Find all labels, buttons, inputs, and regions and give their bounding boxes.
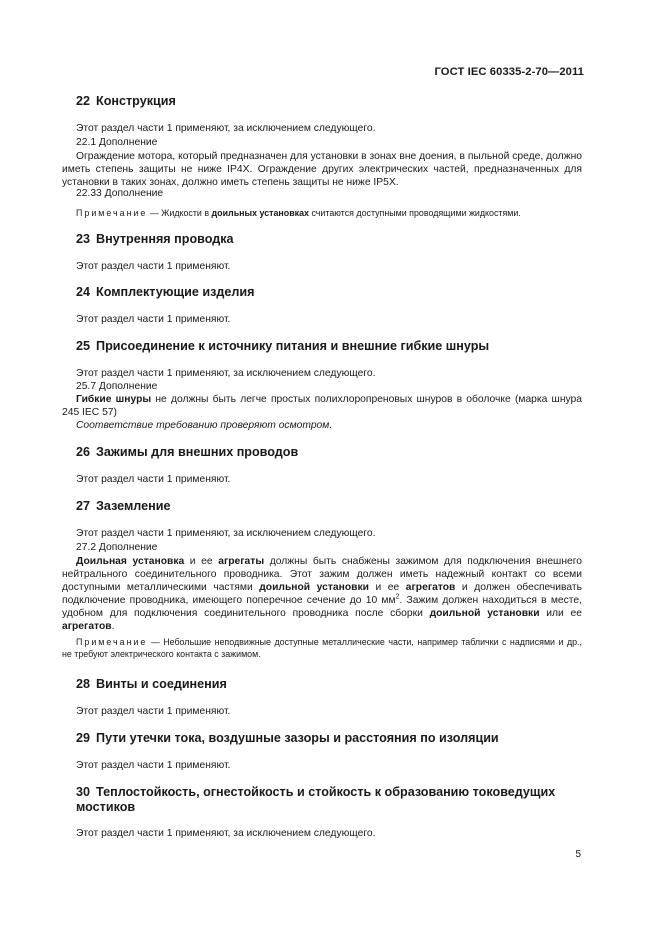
superscript: 2 xyxy=(395,593,400,601)
section-title: Винты и соединения xyxy=(96,677,227,691)
paragraph: Этот раздел части 1 применяют. xyxy=(76,760,231,771)
section-title: Заземление xyxy=(96,499,171,513)
section-title: Теплостойкость, огнестойкость и стойкость к образованию токоведущих мостиков xyxy=(76,785,556,814)
paragraph-text: . Зажим должен находиться в месте, удобном для подключения соединительного проводника после сборки xyxy=(62,595,582,619)
section-23-heading xyxy=(76,232,596,247)
section-title: Конструкция xyxy=(96,94,176,108)
paragraph: Этот раздел части 1 применяют, за исключением следующего. xyxy=(76,368,376,379)
section-number: 27 xyxy=(76,499,91,513)
note-label: Примечание xyxy=(76,637,148,647)
paragraph-text: или ее xyxy=(539,608,583,619)
section-26-heading xyxy=(76,445,596,460)
paragraph-text: не должны быть легче простых полихлоропреновых шнуров в оболочке (марка шнура 245 IEC 57) xyxy=(62,394,582,418)
subclause-label: 25.7 Дополнение xyxy=(76,381,158,392)
paragraph-text: и ее xyxy=(184,556,219,567)
section-number: 30 xyxy=(76,785,91,799)
paragraph: Этот раздел части 1 применяют. xyxy=(76,474,231,485)
section-number: 24 xyxy=(76,285,91,299)
page-number: 5 xyxy=(575,849,581,860)
paragraph-text: и ее xyxy=(368,582,406,593)
section-title: Пути утечки тока, воздушные зазоры и расстояния по изоляции xyxy=(96,731,499,745)
section-25-heading xyxy=(76,339,596,354)
note xyxy=(76,207,521,219)
paragraph-text: . xyxy=(111,621,115,632)
paragraph-text: и должен обеспечивать подключение проводника, имеющего поперечное сечение до 10 мм xyxy=(62,582,582,606)
section-27-heading xyxy=(76,499,596,514)
paragraph: Этот раздел части 1 применяют, за исключением следующего. xyxy=(76,828,376,839)
paragraph: Этот раздел части 1 применяют. xyxy=(76,261,231,272)
note-label: Примечание xyxy=(76,208,148,218)
note-term: доильных установках xyxy=(211,208,309,218)
paragraph xyxy=(62,393,582,419)
term: доильной установки xyxy=(429,608,540,619)
paragraph: Этот раздел части 1 применяют, за исключением следующего. xyxy=(76,528,376,539)
term: Доильная установка xyxy=(76,556,185,567)
section-number: 22 xyxy=(76,94,91,108)
italic-text: Соответствие требованию проверяют осмотром. xyxy=(76,420,333,431)
term: Гибкие шнуры xyxy=(76,394,152,405)
section-29-heading xyxy=(76,731,596,746)
section-number: 25 xyxy=(76,339,91,353)
section-title: Присоединение к источнику питания и внешние гибкие шнуры xyxy=(96,339,490,353)
subclause-label: 27.2 Дополнение xyxy=(76,542,158,553)
term: доильной установки xyxy=(259,582,369,593)
section-number: 28 xyxy=(76,677,91,691)
note-text: — Жидкости в xyxy=(147,208,212,218)
section-title: Внутренняя проводка xyxy=(96,232,234,246)
section-number: 26 xyxy=(76,445,91,459)
paragraph: Этот раздел части 1 применяют, за исключением следующего. xyxy=(76,123,376,134)
section-title: Комплектующие изделия xyxy=(96,285,255,299)
note xyxy=(62,636,582,660)
subclause-label: 22.1 Дополнение xyxy=(76,137,158,148)
paragraph: Этот раздел части 1 применяют. xyxy=(76,314,231,325)
term: агрегаты xyxy=(218,556,265,567)
note-text: — Небольшие неподвижные доступные металлические части, например таблички с надписями и др., не требуют электрического контакта с зажимом. xyxy=(62,637,582,659)
paragraph: Ограждение мотора, который предназначен для установки в зонах вне доения, в пыльной среде, должно иметь степень защиты не ниже IP4X. Ограждение других электрических частей, предназначенных для установки в таких зонах, должно иметь степень защиты не ниже IP5X. xyxy=(62,151,582,188)
section-30-heading xyxy=(76,785,596,815)
section-28-heading xyxy=(76,677,596,692)
term: агрегатов xyxy=(405,582,456,593)
verification-paragraph xyxy=(76,419,332,432)
section-24-heading xyxy=(76,285,596,300)
subclause-label: 22.33 Дополнение xyxy=(76,188,164,199)
paragraph: Этот раздел части 1 применяют. xyxy=(76,706,231,717)
term: агрегатов xyxy=(62,621,112,632)
note-text: считаются доступными проводящими жидкостями. xyxy=(308,208,521,218)
paragraph-text: должны быть снабжены зажимом для подключения внешнего нейтрального соединительного проводника. Этот зажим должен иметь надежный контакт со всеми доступными металлическими частями xyxy=(62,556,582,593)
paragraph xyxy=(62,555,582,633)
section-title: Зажимы для внешних проводов xyxy=(96,445,299,459)
section-number: 29 xyxy=(76,731,91,745)
section-number: 23 xyxy=(76,232,91,246)
section-22-heading xyxy=(76,94,596,109)
document-code-header: ГОСТ IEC 60335-2-70—2011 xyxy=(434,66,584,78)
